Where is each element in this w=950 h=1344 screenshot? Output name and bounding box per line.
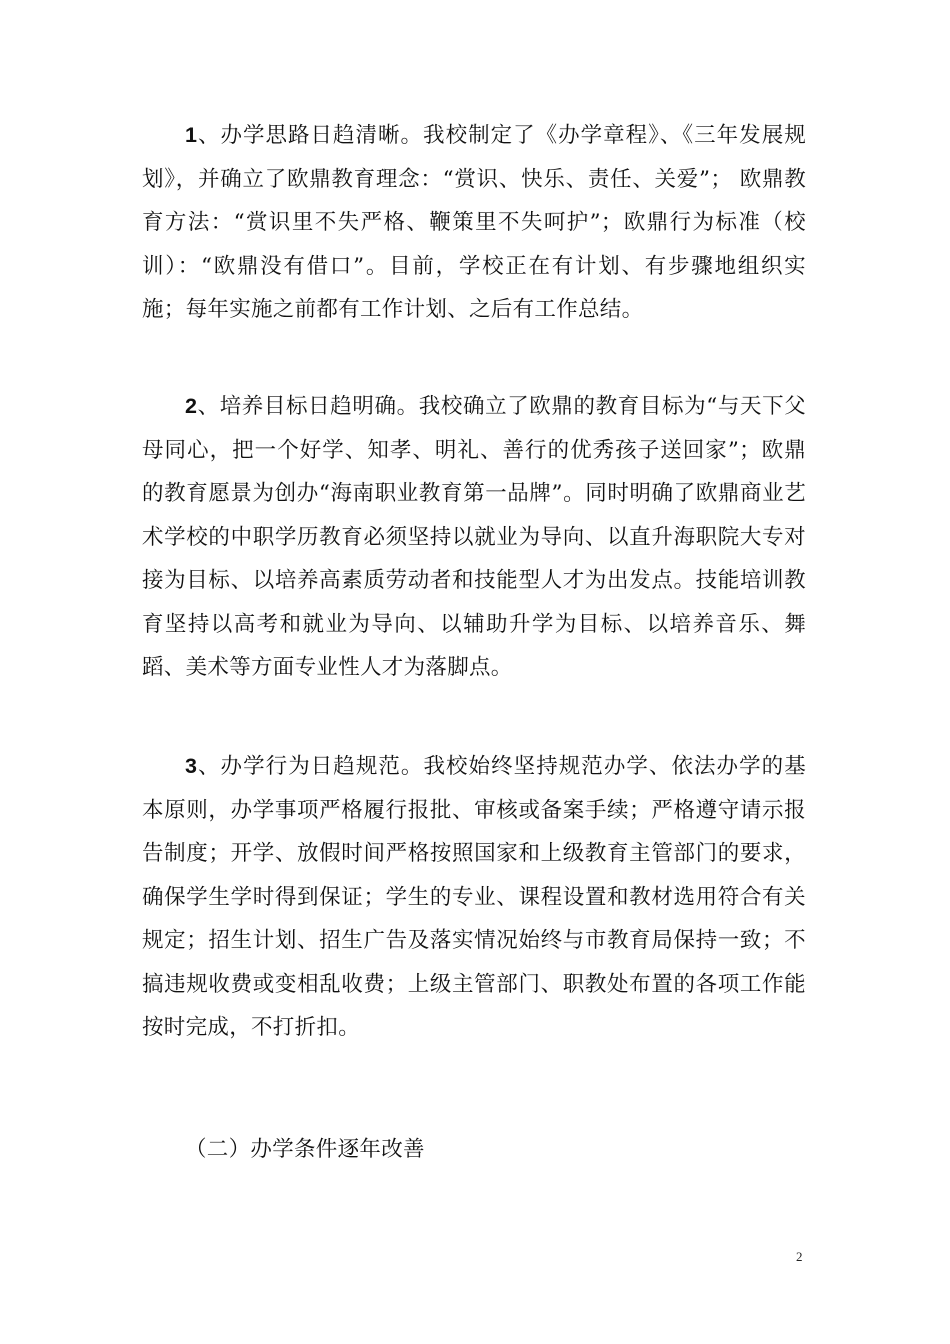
paragraph-2-number: 2 [185, 394, 198, 418]
paragraph-3 [142, 745, 806, 1050]
paragraph-1 [142, 114, 806, 332]
page-number: 2 [796, 1249, 803, 1264]
paragraph-3-text: 、办学行为日趋规范。我校始终坚持规范办学、依法办学的基本原则，办学事项严格履行报批、审核或备案手续；严格遵守请示报告制度；开学、放假时间严格按照国家和上级教育主管部门的要求，确保学生学时得到保证；学生的专业、课程设置和教材选用符合有关规定；招生计划、招生广告及落实情况始终与市教育局保持一致；不搞违规收费或变相乱收费；上级主管部门、职教处布置的各项工作能按时完成，不打折扣。 [142, 754, 806, 1040]
paragraph-3-number: 3 [185, 754, 198, 778]
paragraph-1-number: 1 [185, 123, 198, 147]
section-heading: （二）办学条件逐年改善 [185, 1137, 425, 1162]
paragraph-2-text: 、培养目标日趋明确。我校确立了欧鼎的教育目标为“与天下父母同心，把一个好学、知孝、明礼、善行的优秀孩子送回家”；欧鼎的教育愿景为创办“海南职业教育第一品牌”。同时明确了欧鼎商业艺术学校的中职学历教育必须坚持以就业为导向、以直升海职院大专对接为目标、以培养高素质劳动者和技能型人才为出发点。技能培训教育坚持以高考和就业为导向、以辅助升学为目标、以培养音乐、舞蹈、美术等方面专业性人才为落脚点。 [142, 394, 806, 680]
paragraph-2 [142, 385, 806, 690]
paragraph-1-text: 、办学思路日趋清晰。我校制定了《办学章程》、《三年发展规划》，并确立了欧鼎教育理念：“赏识、快乐、责任、关爱”； 欧鼎教育方法：“赏识里不失严格、鞭策里不失呵护”；欧鼎行为标准（校训）：“欧鼎没有借口”。目前，学校正在有计划、有步骤地组织实施；每年实施之前都有工作计划、之后有工作总结。 [142, 123, 806, 322]
